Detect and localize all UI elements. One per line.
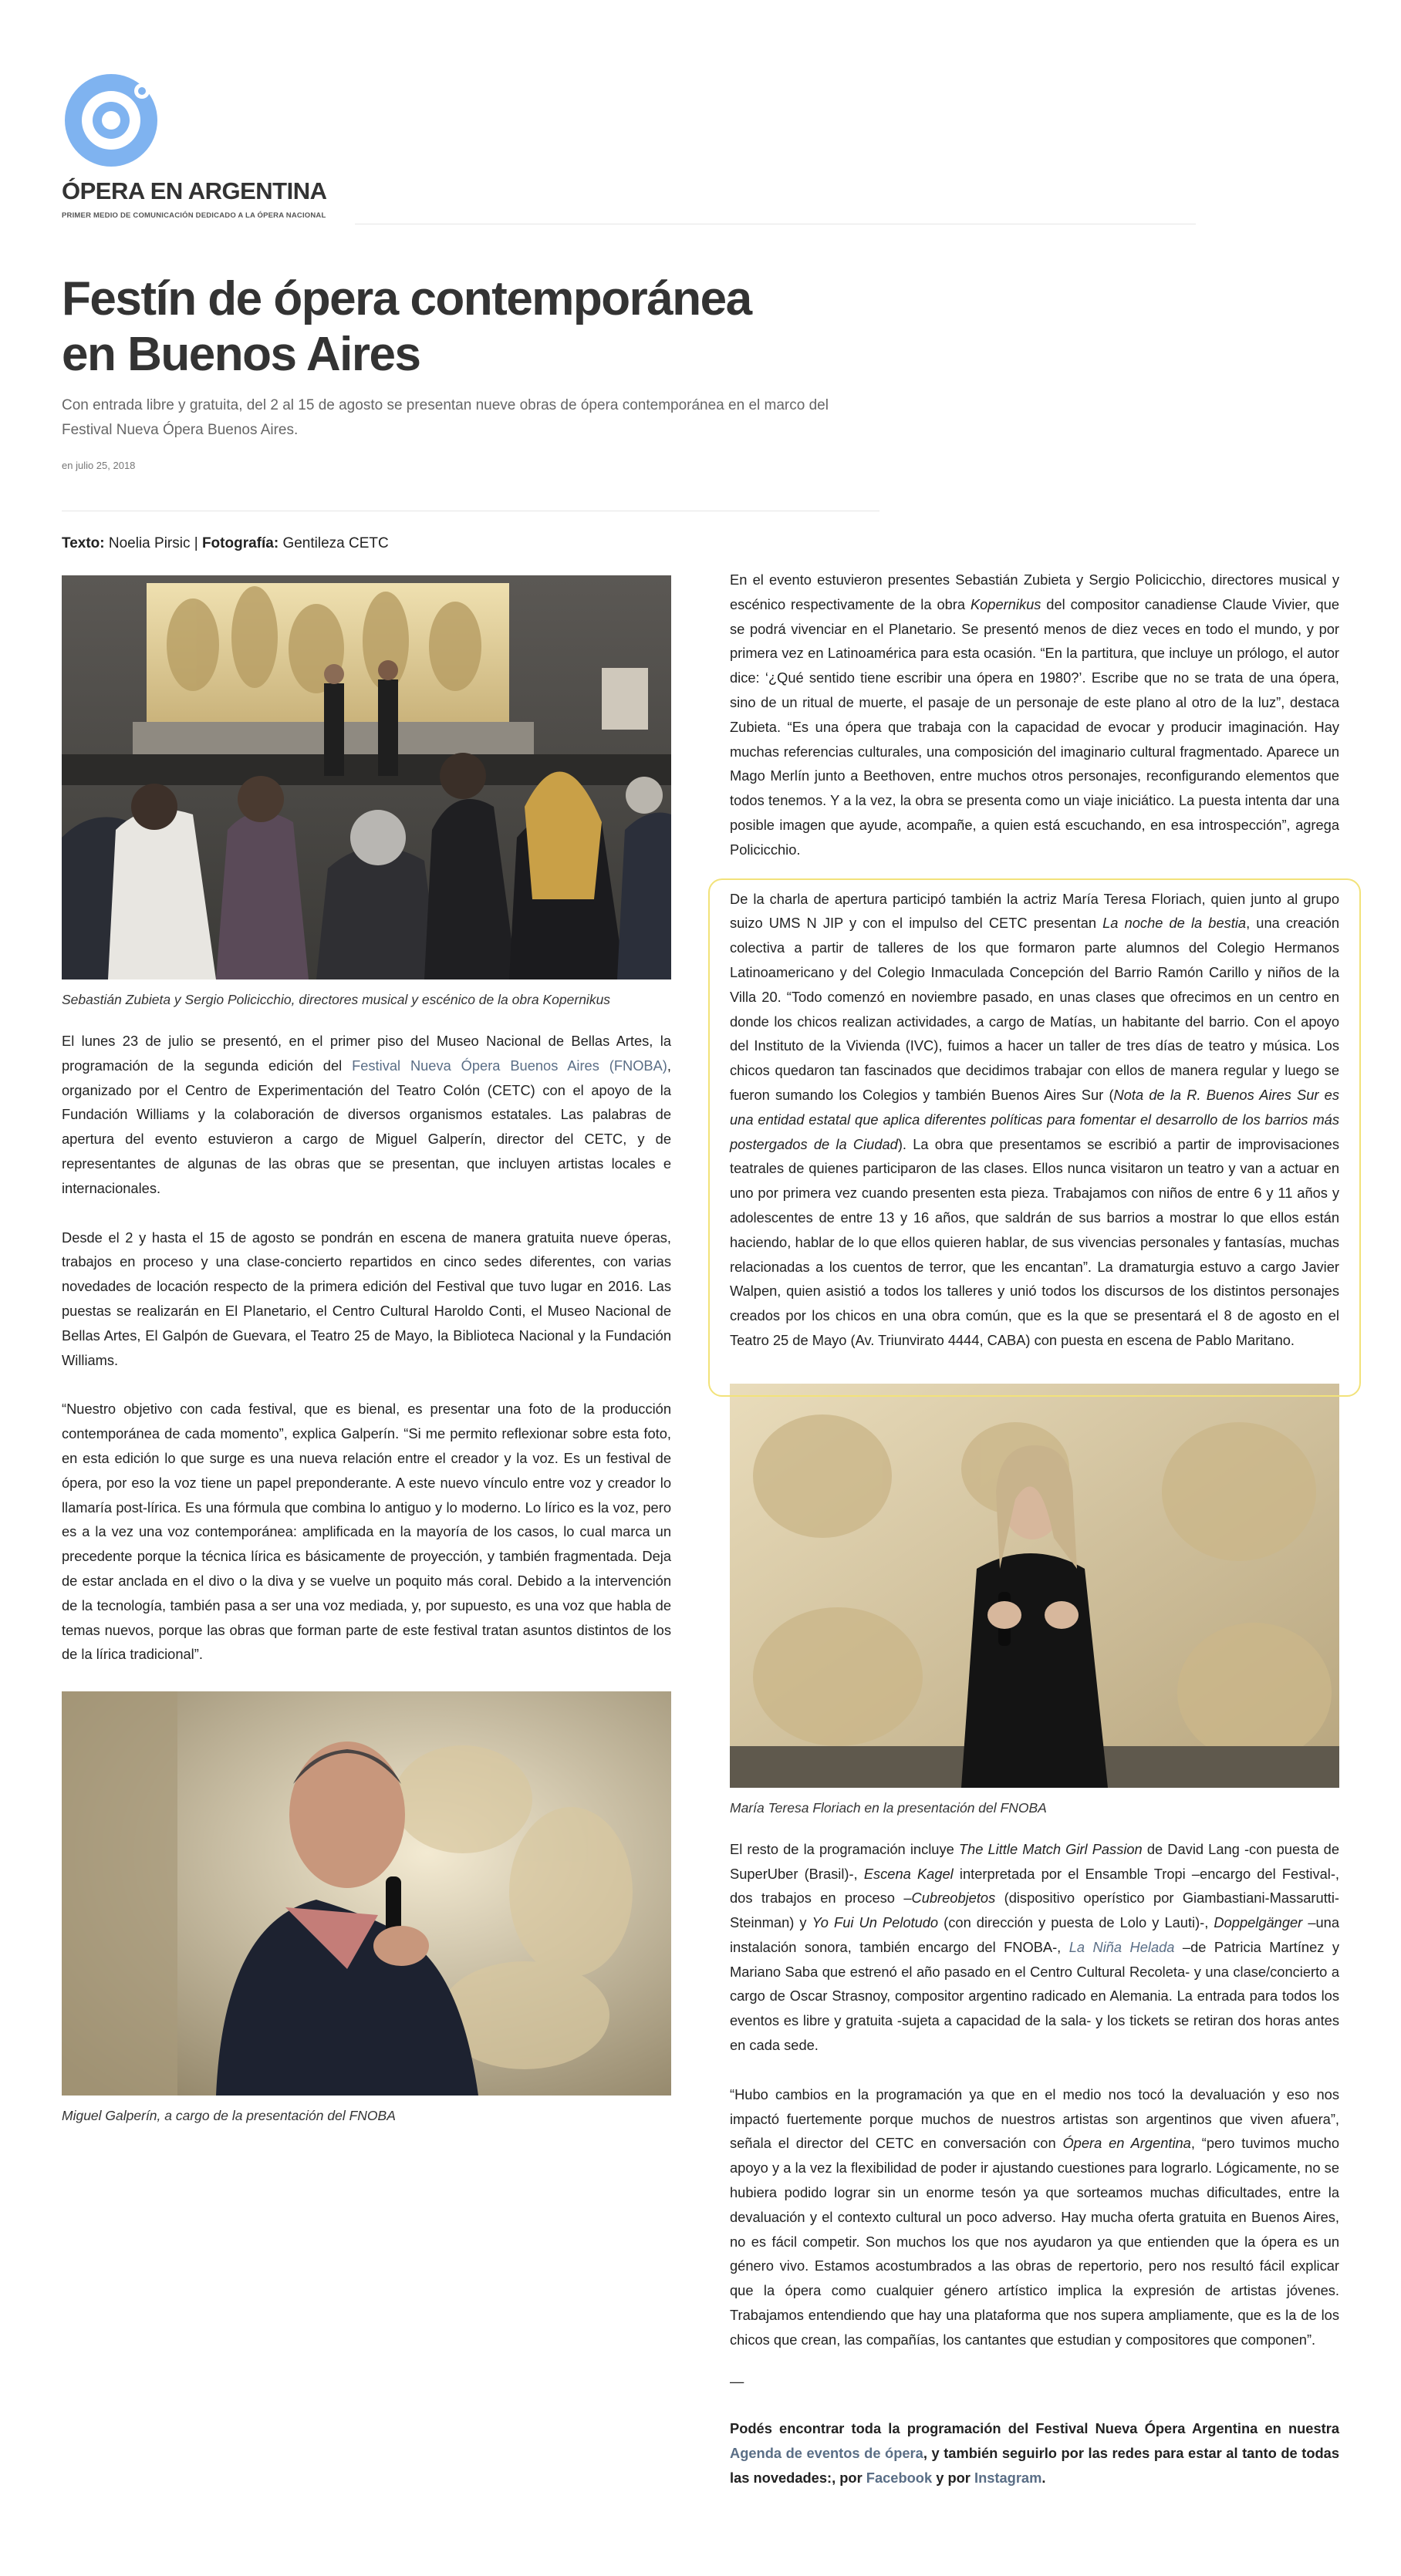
paragraph-programacion [730, 1837, 1339, 2058]
photo-galperin [62, 1691, 671, 2096]
text-segment: ). La obra que presentamos se escribió a partir de improvisaciones teatrales de quienes participaron de las clases. Ellos nunca visitaron un teatro y van a actuar en uno por primera vez cuando presenten esta pieza. Trabajamos con niños de entre 6 y 11 años y adolescentes de entre 13 y 16 años, que saldrán de sus barrios a mostrar lo que ellos están haciendo, hablar de lo que ellos quieren hablar, de sus vivencias personales y fantasías, muchas relacionadas a los cuentos de terror, que les encantan”. La dramaturgia estuvo a cargo Javier Walpen, quien asistió a todos los talleres y unió todos los discursos de los distintos personajes creados por los chicos en una obra común, que es la que se presentará el 8 de agosto en el Teatro 25 de Mayo (Av. Triunvirato 4444, CABA) con puesta en escena de Pablo Maritano. [730, 1135, 1339, 1348]
work-title: Yo Fui Un Pelotudo [812, 1914, 939, 1931]
text-segment: interpretada por el Ensamble Tropi –encargo del Festival-, dos trabajos en proceso – [730, 1865, 1340, 1907]
text-segment: (con dirección y puesta de Lolo y Lauti)-, [938, 1914, 1214, 1931]
credit-text-author: Noelia Pirsic | [104, 535, 202, 551]
link-fnoba[interactable]: Festival Nueva Ópera Buenos Aires (FNOBA) [352, 1057, 667, 1074]
museum-audience-image [62, 575, 671, 979]
text-segment: , una creación colectiva a partir de talleres de los que formaron parte alumnos del Colegio Hermanos Latinoamericano y del Colegio Inmaculada Concepción del Barrio Ramón Carillo y niños de la Villa 20. “Todo comenzó en noviembre pasado, en unas clases que ofrecimos en un centro en donde los chicos realizan actividades, a cargo de Matías, un habitante del barrio. Con el apoyo del Instituto de la Vivienda (IVC), fuimos a hacer un taller de tres días de teatro y música. Los chicos quedaron tan fascinados que decidimos trabajar con ellos de manera regular y luego se fueron sumando los Colegios y también Buenos Aires Sur ( [730, 915, 1339, 1103]
text-segment: Podés encontrar toda la programación del Festival Nueva Ópera Argentina en nuestra [730, 2420, 1339, 2437]
paragraph-kopernikus [730, 568, 1339, 862]
editor-note: Nota de la R. Buenos Aires Sur es una entidad estatal que aplica diferentes políticas para fomentar el desarrollo de los barrios más postergados de la Ciudad [730, 1086, 1339, 1152]
article-credits [62, 535, 389, 552]
text-segment: de David Lang -con puesta de SuperUber (Brasil)-, [730, 1840, 1339, 1882]
right-column [730, 568, 1339, 2490]
credit-photo-label: Fotografía: [201, 535, 279, 551]
photo-caption-galperin: Miguel Galperín, a cargo de la presentación del FNOBA [62, 2108, 396, 2124]
galperin-speaking-image [62, 1691, 671, 2096]
text-segment: del compositor canadiense Claude Vivier, que se podrá vivenciar en el Planetario. Se presentó menos de diez veces en todo el mundo, y por primera vez en Latinoamérica para esta ocasión. “En la partitura, que incluye un prólogo, el autor dice: ‘¿Qué sentido tiene escribir una ópera en 1980?’. Escribe que no se trata de una ópera, sino de un ritual de muerte, el pasaje de un personaje de este plano al otro de la luz”, destaca Zubieta. “Es una ópera que trabaja con la capacidad de evocar y producir imaginación. Hay muchas referencias culturales, una composición del imaginario cultural fragmentado. Aparece un Mago Merlín junto a Beethoven, entre muchos otros personajes, reconfigurando elementos que todos tenemos. Y a la vez, la obra se presenta como un viaje iniciático. La puesta intenta dar una posible imagen que ayude, acompañe, a quien está escuchando, en esa introspección”, agrega Policicchio. [730, 595, 1339, 858]
photo-caption-floriach: María Teresa Floriach en la presentación del FNOBA [730, 1799, 1047, 1816]
link-instagram[interactable]: Instagram [974, 2470, 1042, 2487]
text-segment: “Hubo cambios en la programación ya que en el medio nos tocó la devaluación y eso nos impactó fuertemente porque muchos de nuestros artistas son argentinos que viven afuera”, señala el director del CETC en conversación con [730, 2085, 1339, 2152]
work-title: Cubreobjetos [911, 1890, 996, 1907]
paragraph-devaluacion-quote [730, 2082, 1339, 2352]
text-segment: , “pero tuvimos mucho apoyo y a la vez la flexibilidad de poder ir ajustando cuestiones para lograrlo. Lógicamente, no se hubiera podido lograr sin un enorme tesón ya que sorteamos muchas dificultades, entre la devaluación y el contexto cultural un poco adverso. Hay mucha oferta gratuita en Buenos Aires, no es fácil competir. Son muchos los que nos ayudaron ya que entienden que la ópera es un género vivo. Estamos acostumbrados a las obras de repertorio, pero nos resultó fácil explicar que la ópera como cualquier género artístico implica la expresión de artistas jóvenes. Trabajamos entendiendo que hay una plataforma que nos supera ampliamente, que es la de los chicos que crean, las compañías, los cantantes que estudian y compositores que componen”. [730, 2135, 1339, 2348]
highlighted-paragraph-frame [708, 878, 1361, 1397]
article-date: en julio 25, 2018 [62, 460, 136, 471]
link-la-nina-helada[interactable] [1069, 1939, 1175, 1955]
credit-photo-author: Gentileza CETC [279, 535, 389, 551]
opera-logo-icon [62, 71, 160, 170]
floriach-speaking-image [730, 1384, 1339, 1788]
left-column [62, 575, 671, 2126]
text-segment: De la charla de apertura participó también la actriz María Teresa Floriach, quien junto al grupo suizo UMS N JIP y con el impulso del CETC presentan [730, 890, 1339, 932]
work-title: Doppelgänger [1214, 1914, 1303, 1931]
site-name: ÓPERA EN ARGENTINA [62, 177, 327, 204]
photo-caption-kopernikus: Sebastián Zubieta y Sergio Policicchio, directores musical y escénico de la obra Kopernikus [62, 992, 611, 1007]
paragraph-presentation [62, 1029, 671, 1201]
text-segment: En el evento estuvieron presentes Sebastián Zubieta y Sergio Policicchio, directores musical y escénico respectivamente de la obra [730, 572, 1339, 612]
text-segment: . [1041, 2470, 1046, 2487]
site-tagline: PRIMER MEDIO DE COMUNICACIÓN DEDICADO A LA ÓPERA NACIONAL [62, 211, 326, 220]
paragraph-dates-venues: Desde el 2 y hasta el 15 de agosto se pondrán en escena de manera gratuita nueve óperas, trabajos en proceso y una clase-concierto repartidos en cinco sedes diferentes, con varias novedades de locación respecto de la primera edición del Festival que tuvo lugar en 2016. Las puestas se realizarán en El Planetario, el Centro Cultural Haroldo Conti, el Museo Nacional de Bellas Artes, El Galpón de Guevara, el Teatro 25 de Mayo, la Biblioteca Nacional y la Fundación Williams. [62, 1229, 671, 1368]
text-segment: El lunes 23 de julio se presentó, en el primer piso del Museo Nacional de Bellas Artes, la programación de la segunda edición del [62, 1033, 671, 1074]
text-segment: , organizado por el Centro de Experimentación del Teatro Colón (CETC) con el apoyo de la Fundación Williams y la colaboración de diversos organismos estatales. Las palabras de apertura del evento estuvieron a cargo de Miguel Galperín, director del CETC, y de representantes de algunas de las obras que se presentan, que incluyen artistas locales e internacionales. [62, 1057, 671, 1196]
credit-text-label: Texto: [62, 535, 105, 551]
work-title: Kopernikus [970, 595, 1041, 612]
link-facebook[interactable]: Facebook [866, 2470, 933, 2487]
publication-name: Ópera en Argentina [1062, 2135, 1191, 2152]
article-subtitle: Con entrada libre y gratuita, del 2 al 15 de agosto se presentan nueve obras de ópera contemporánea en el marco del Festival Nueva Ópera Buenos Aires. [62, 397, 829, 438]
work-title: La noche de la bestia [1102, 915, 1247, 932]
text-segment: (dispositivo operístico por Giambastiani-Massarutti-Steinman) y [730, 1890, 1339, 1931]
text-segment: –de Patricia Martínez y Mariano Saba que estrenó el año pasado en el Centro Cultural Recoleta- y una clase/concierto a cargo de Oscar Strasnoy, compositor argentino radicado en Alemania. La entrada para todos los eventos es libre y gratuita -sujeta a capacidad de la sala- y los tickets se retiran dos horas antes en cada sede. [730, 1938, 1339, 2054]
work-title: Escena Kagel [863, 1865, 954, 1882]
work-title: La Niña Helada [1068, 1938, 1175, 1955]
text-segment: y por [932, 2470, 974, 2487]
paragraph-agenda-cta [730, 2416, 1339, 2490]
photo-floriach [730, 1384, 1339, 1788]
paragraph-galperin-quote: “Nuestro objetivo con cada festival, que es bienal, es presentar una foto de la producción contemporánea de cada momento”, explica Galperín. “Si me permito reflexionar sobre esta foto, en esta edición lo que surge es una nueva relación entre el creador y la voz. Es un festival de ópera, por eso la voz tiene un papel preponderante. A este nuevo vínculo entre voz y creador lo llamaría post-lírica. Es una fórmula que combina lo antiguo y lo moderno. Lo lírico es la voz, pero es a la vez una voz contemporánea: amplificada en la mayoría de los casos, lo cual marca un precedente porque la técnica lírica es básicamente de proyección, y también fragmentada. Deja de estar anclada en el divo o la diva y se vuelve un poquito más coral. Debido a la intervención de la tecnología, también pasa a ser una voz mediada, y, por supuesto, es una voz que habla de temas nuevos, porque las obras que forman parte de este festival tratan asuntos distintos de los de la lírica tradicional”. [62, 1401, 671, 1663]
text-segment: –una instalación sonora, también encargo del FNOBA-, [730, 1914, 1340, 1955]
link-agenda-eventos[interactable]: Agenda de eventos de ópera [730, 2445, 923, 2462]
site-logo[interactable] [62, 71, 327, 220]
work-title: The Little Match Girl Passion [958, 1840, 1143, 1857]
text-segment: El resto de la programación incluye [730, 1840, 959, 1857]
separator-dash: — [730, 2372, 744, 2389]
text-segment: , y también seguirlo por las redes para estar al tanto de todas las novedades:, por [730, 2445, 1339, 2487]
photo-kopernikus-presentation [62, 575, 671, 979]
article-title: Festín de ópera contemporánea en Buenos Aires [62, 272, 751, 381]
